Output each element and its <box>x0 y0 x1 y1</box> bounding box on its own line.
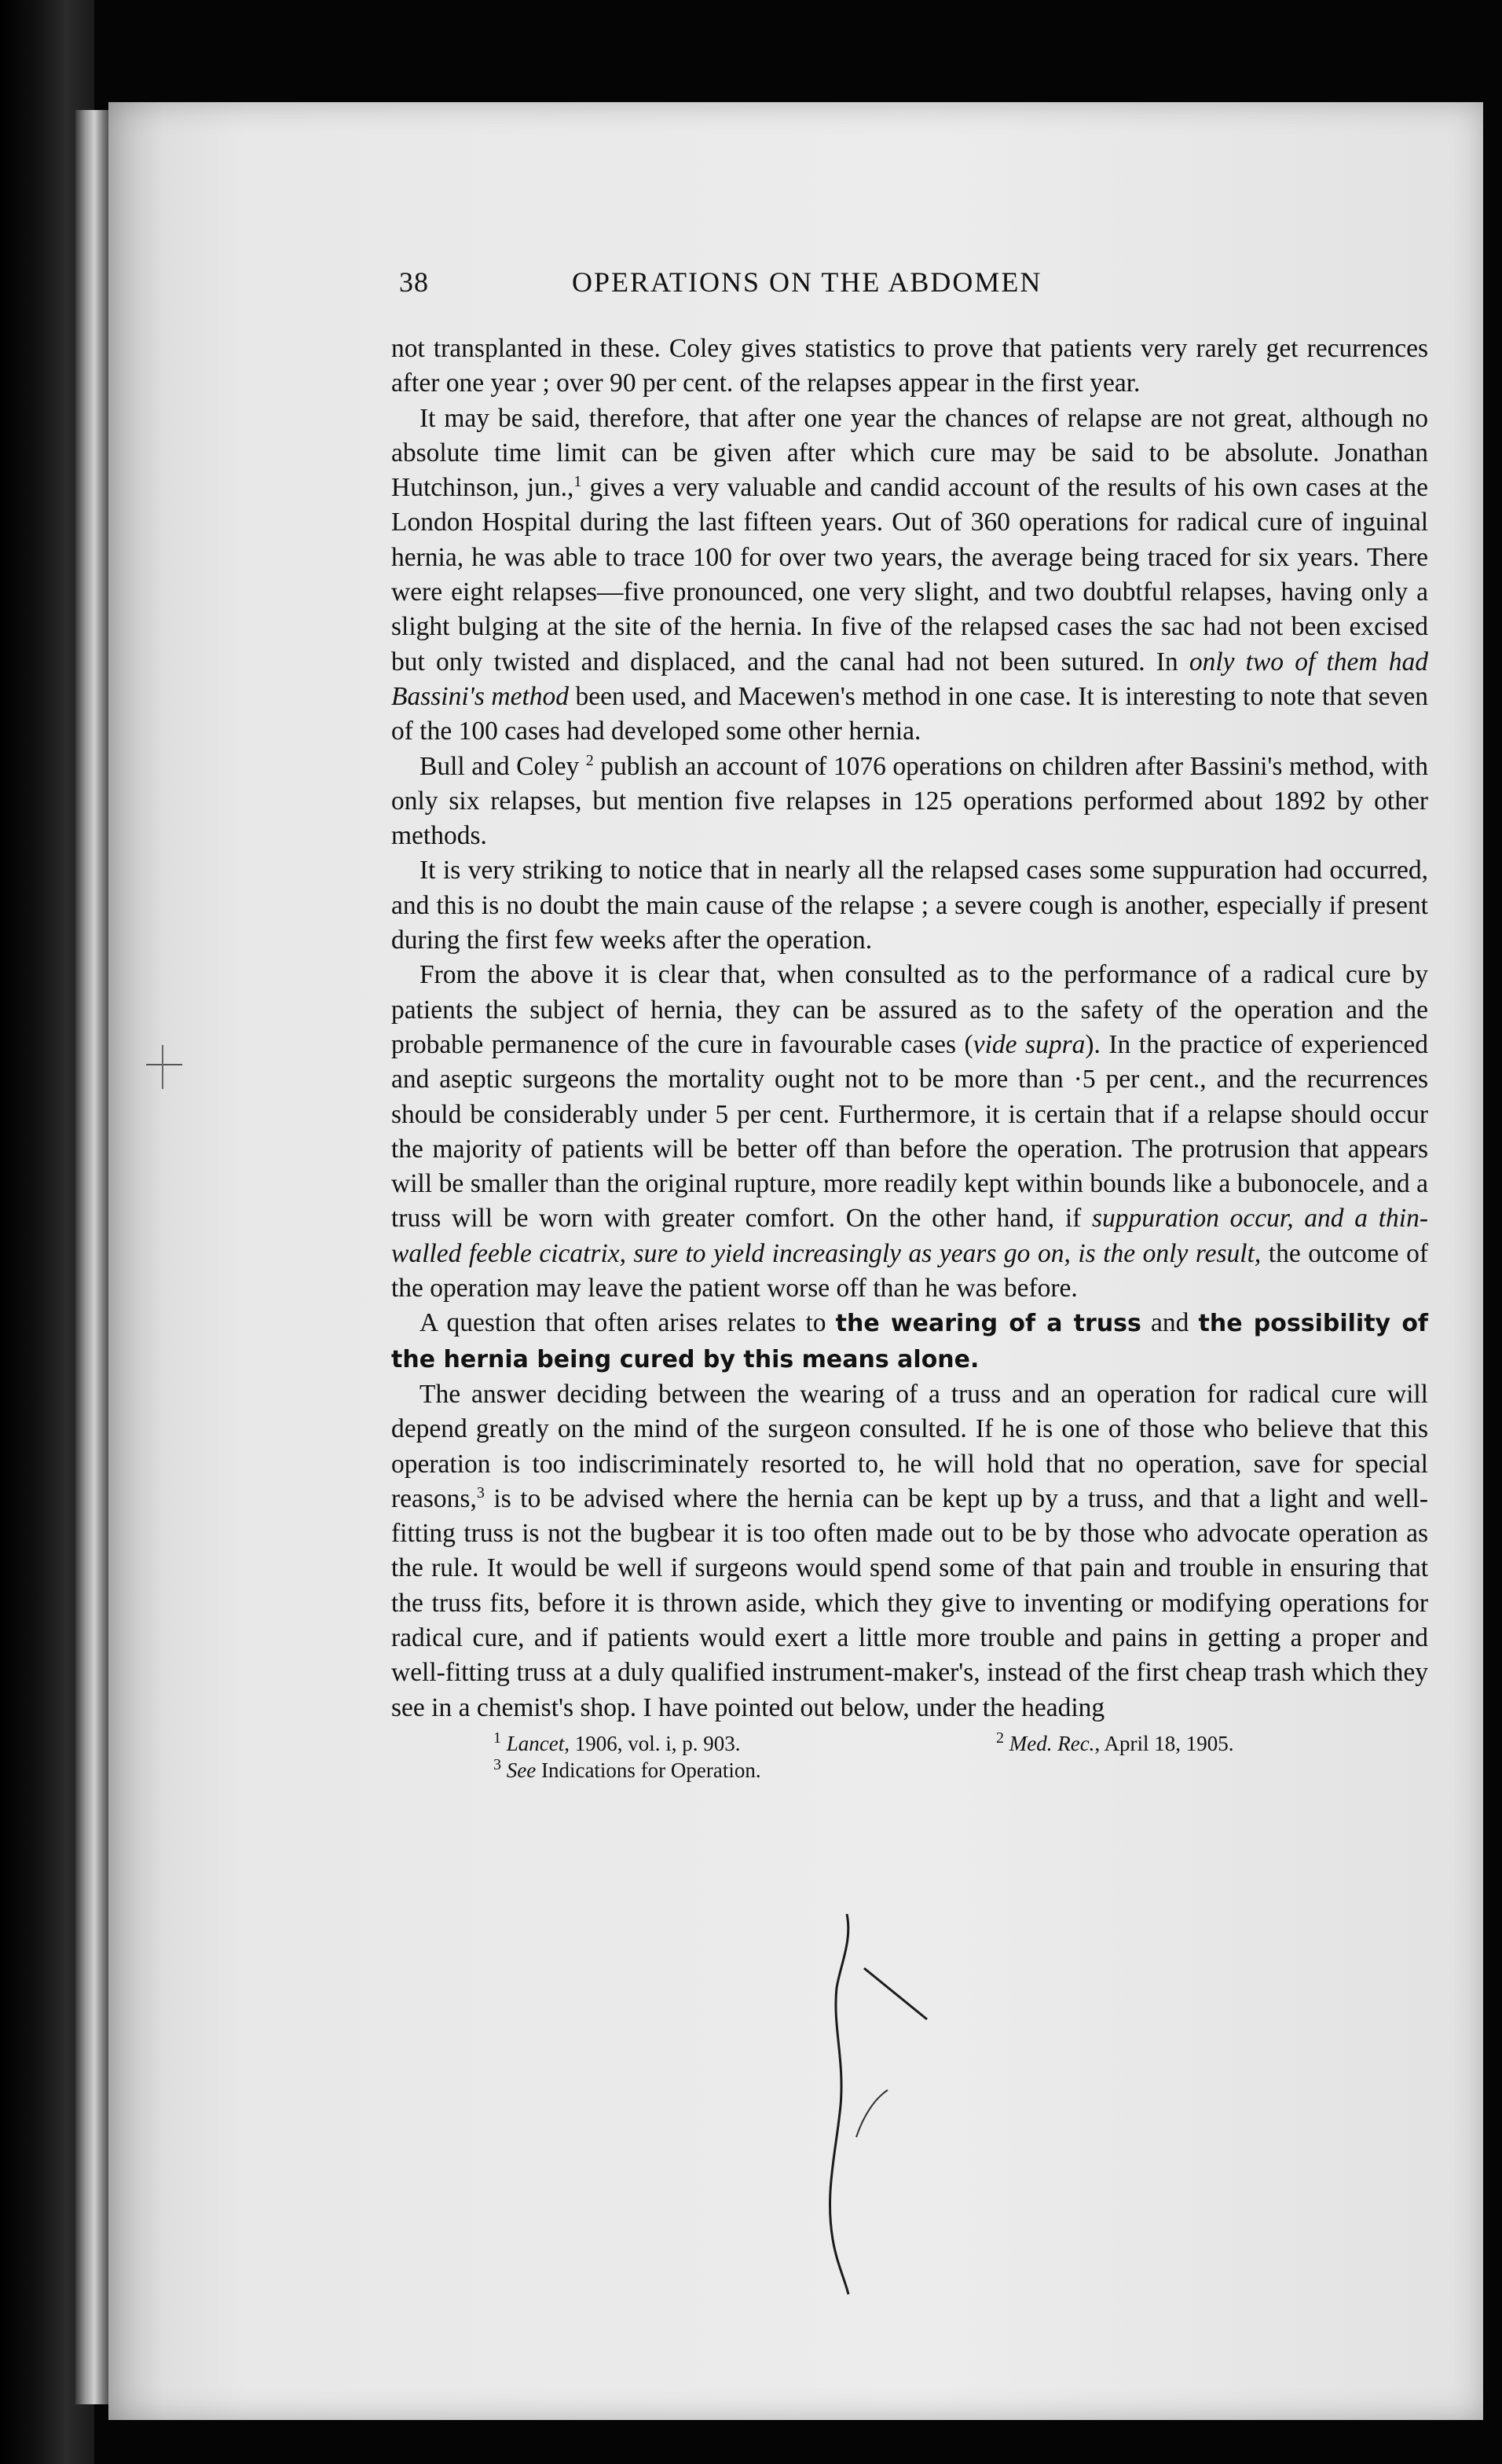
text-run: ). In the practice of experienced and aseptic surgeons the mortality ought not to be more than ·5 per cent., and the recurrences should be considerably under 5 per cent. Furthermore, it is certain that if a relapse should occur the majority of patients will be better off than before the operation. The protrusion that appears will be smaller than the original rupture, more readily kept within bounds like a bubonocele, and a truss will be worn with greater comfort. On the other hand, if <box>391 1029 1428 1234</box>
book-binding <box>75 110 110 2404</box>
running-head <box>391 266 1428 305</box>
footnote-text: Indications for Operation. <box>536 1758 761 1782</box>
text-run: the outcome of the operation may leave the patient worse off than he was before. <box>391 1238 1428 1304</box>
paragraph <box>391 958 1428 1306</box>
footnote-reference: 2 <box>585 751 594 769</box>
footnote-mark: 2 <box>996 1729 1004 1747</box>
footnote-see: See <box>506 1758 537 1782</box>
footnote-3 <box>493 1757 761 1784</box>
text-run: not transplanted in these. Coley gives statistics to prove that patients very rarely get recurrences after one year ; over 90 per cent. of the relapses appear in the first year. <box>391 334 1428 398</box>
text-run: been used, and Macewen's method in one case. It is interesting to note that seven of the 100 cases had developed some other hernia. <box>391 681 1428 746</box>
footnote-2 <box>996 1730 1233 1757</box>
footnote-text: , 1906, vol. i, p. 903. <box>564 1731 741 1755</box>
paragraph <box>391 332 1428 402</box>
page-number: 38 <box>399 266 429 298</box>
footnote-1 <box>493 1730 741 1757</box>
text-run: is to be advised where the hernia can be kept up by a truss, and that a light and well-fitting truss is not the bugbear it is too often made out to be by those who advocate operation as the rule. It would be well if surgeons would spend some of that pain and trouble in ensuring that the truss fits, before it is thrown aside, which they give to inventing or modifying operations for radical cure, and if patients would exert a little more trouble and pains in getting a proper and well-fitting truss at a duly qualified instrument-maker's, instead of the first cheap trash which they see in a chemist's shop. I have pointed out below, under the heading <box>391 1483 1428 1722</box>
italic-text: only two of them had Bassini's method <box>391 647 1428 711</box>
body-text <box>391 332 1428 1725</box>
text-run: It is very striking to notice that in nearly all the relapsed cases some suppuration had occurred, and this is no doubt the main cause of the relapse ; a severe cough is another, especially if present during the first few weeks after the operation. <box>391 856 1428 955</box>
footnote-reference: 3 <box>476 1483 485 1502</box>
text-run: Bull and Coley <box>419 751 586 781</box>
footnote-source: Lancet <box>506 1731 565 1755</box>
text-run: gives a very valuable and candid account of the results of his own cases at the London Hospital during the last fifteen years. Out of 360 operations for radical cure of inguinal hernia, he was able to trace 100 for over two years, the average being traced for six years. There were eight relapses—five pronounced, one very slight, and two doubtful relapses, having only a slight bulging at the site of the hernia. In five of the relapsed cases the sac had not been excised but only twisted and displaced, and the canal had not been sutured. In <box>391 473 1428 676</box>
footnotes <box>391 1730 1428 1793</box>
bold-text: the wearing of a truss <box>835 1310 1141 1338</box>
paragraph <box>391 1377 1428 1725</box>
text-run: and <box>1141 1308 1199 1338</box>
paragraph <box>391 402 1428 750</box>
page-content <box>391 266 1428 1793</box>
text-run: A question that often arises relates to <box>419 1308 836 1338</box>
bold-text: the possibility of the hernia being cured by this means alone. <box>391 1310 1428 1373</box>
footnote-mark: 1 <box>493 1729 501 1747</box>
footnote-reference: 1 <box>573 473 582 491</box>
text-run: publish an account of 1076 operations on children after Bassini's method, with only six relapses, but mention five relapses in 125 operations performed about 1892 by other methods. <box>391 751 1428 851</box>
italic-text: suppuration occur, and a thin-walled feeble cicatrix, sure to yield increasingly as years go on, is the only result, <box>391 1204 1428 1268</box>
margin-pencil-mark <box>146 1064 182 1065</box>
text-run: From the above it is clear that, when consulted as to the performance of a radical cure by patients the subject of hernia, they can be assured as to the safety of the operation and the probable permanence of the cure in favourable cases ( <box>391 960 1428 1059</box>
paragraph <box>391 853 1428 958</box>
margin-pencil-mark <box>162 1045 163 1089</box>
text-run: The answer deciding between the wearing of a truss and an operation for radical cure will depend greatly on the mind of the surgeon consulted. If he is one of those who believe that this operation is too indiscriminately resorted to, he will hold that no operation, save for special reasons, <box>391 1379 1428 1513</box>
paragraph <box>391 750 1428 854</box>
paragraph <box>391 1306 1428 1377</box>
page-title: OPERATIONS ON THE ABDOMEN <box>572 266 1042 298</box>
footnote-source: Med. Rec. <box>1009 1731 1095 1755</box>
footnote-text: , April 18, 1905. <box>1094 1731 1234 1755</box>
text-run: It may be said, therefore, that after one year the chances of relapse are not great, although no absolute time limit can be given after which cure may be said to be absolute. Jonathan Hutchinson, jun., <box>391 403 1428 503</box>
footnote-mark: 3 <box>493 1755 501 1773</box>
italic-text: vide supra <box>973 1029 1086 1059</box>
